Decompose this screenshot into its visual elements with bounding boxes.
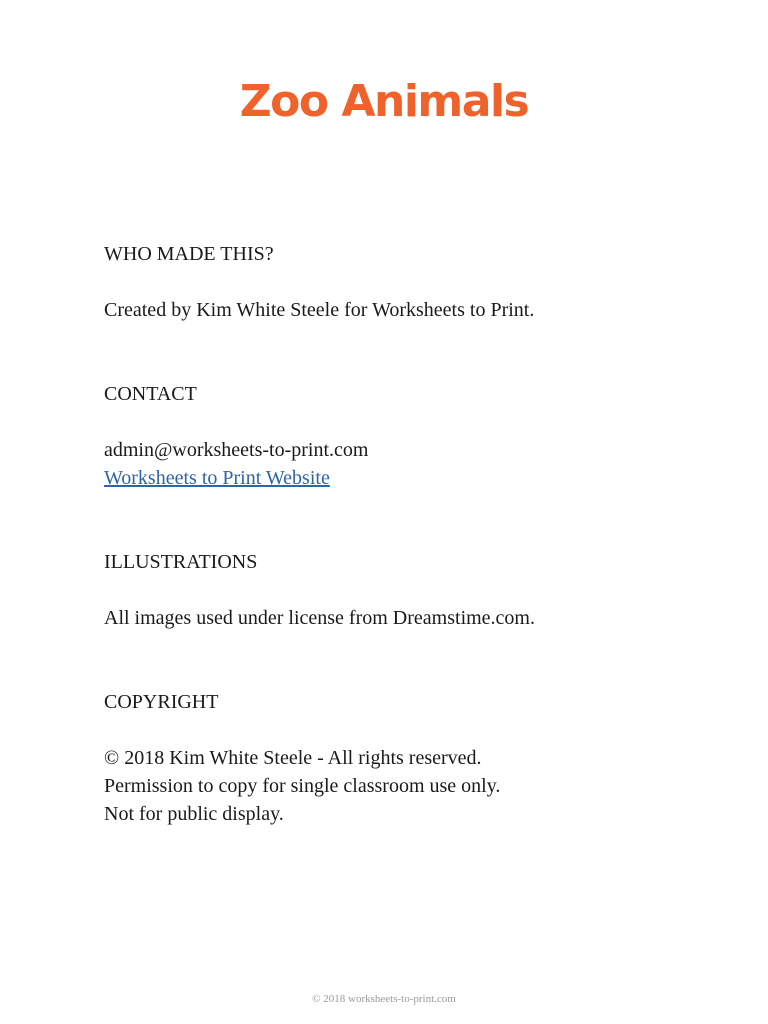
copyright-line: © 2018 Kim White Steele - All rights reserved. xyxy=(104,747,482,769)
who-made-this-section xyxy=(104,240,274,268)
page-title: Zoo Animals xyxy=(239,76,529,127)
display-restriction-line: Not for public display. xyxy=(104,803,284,825)
footer-copyright: © 2018 worksheets-to-print.com xyxy=(312,993,456,1005)
illustrations-text-block xyxy=(104,604,704,632)
who-made-this-text: Created by Kim White Steele for Worksheets to Print. xyxy=(104,299,535,321)
contact-section xyxy=(104,380,197,408)
copyright-heading: COPYRIGHT xyxy=(104,691,219,713)
copyright-section xyxy=(104,688,218,716)
contact-heading: CONTACT xyxy=(104,383,197,405)
illustrations-section xyxy=(104,548,257,576)
illustrations-heading: ILLUSTRATIONS xyxy=(104,551,258,573)
who-made-this-heading: WHO MADE THIS? xyxy=(104,243,274,265)
website-link[interactable]: Worksheets to Print Website xyxy=(104,467,330,489)
who-made-this-text-block xyxy=(104,296,704,324)
contact-details xyxy=(104,436,704,492)
copyright-details xyxy=(104,744,704,828)
permission-line: Permission to copy for single classroom use only. xyxy=(104,775,501,797)
illustrations-text: All images used under license from Dreamstime.com. xyxy=(104,607,535,629)
contact-email: admin@worksheets-to-print.com xyxy=(104,439,369,461)
